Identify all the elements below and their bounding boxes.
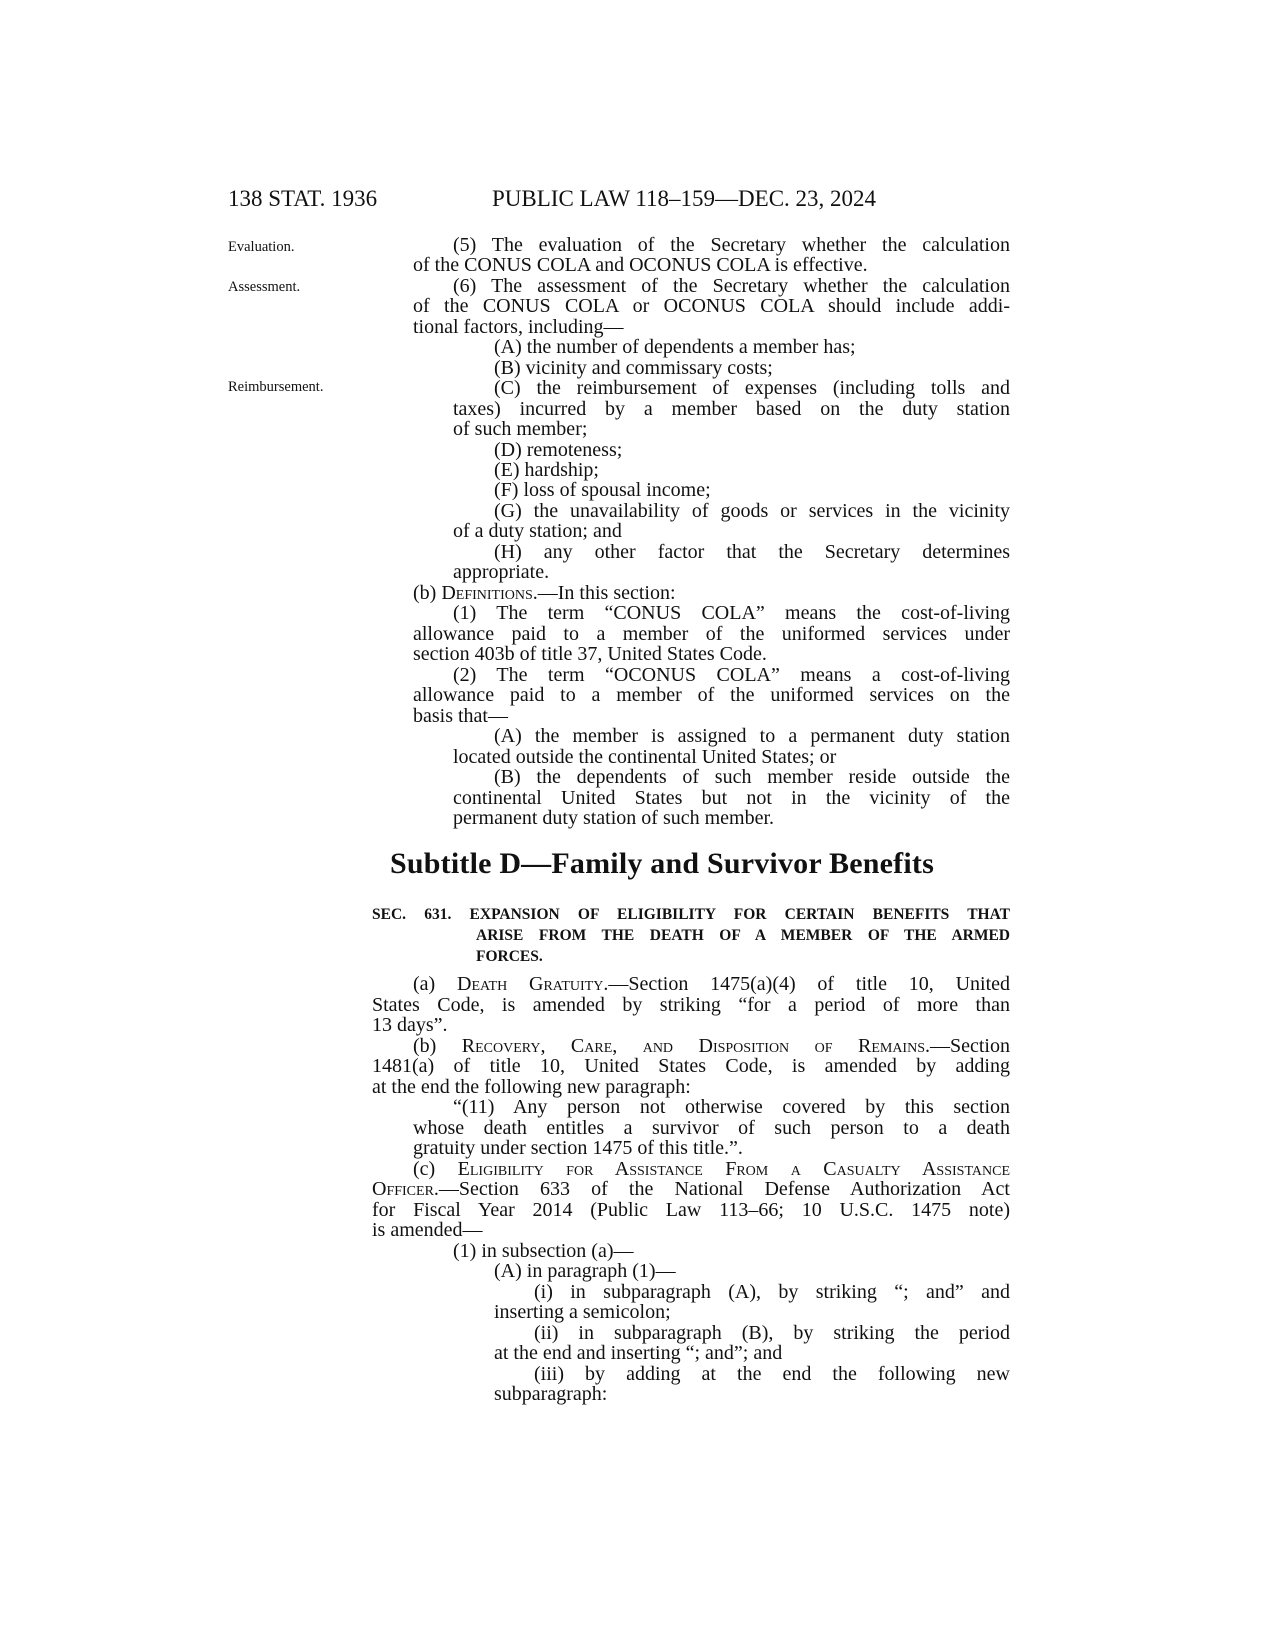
amendment-ii-line: at the end and inserting “; and”; and (494, 1342, 783, 1364)
margin-note-evaluation: Evaluation. (228, 239, 295, 255)
definition-2-line: allowance paid to a member of the uniformed services on the (413, 684, 1010, 706)
item-g-line: of a duty station; and (453, 520, 622, 542)
section-heading-line: FORCES. (476, 948, 543, 965)
para-5-line: of the CONUS COLA and OCONUS COLA is effective. (413, 254, 868, 276)
subsection-b-line: at the end the following new paragraph: (372, 1076, 691, 1098)
definitions-heading: Definitions (441, 582, 533, 604)
subsection-b-rest: .—Section (925, 1035, 1010, 1057)
definitions-prefix: (b) (413, 582, 442, 604)
subsection-a-line: 13 days”. (372, 1014, 448, 1036)
subsection-c-rest: .—Section 633 of the National Defense Authorization Act (433, 1178, 1010, 1200)
definition-2-line: basis that— (413, 705, 508, 727)
section-heading-line: ARISE FROM THE DEATH OF A MEMBER OF THE ARMED (476, 927, 1010, 944)
para-6-line: of the CONUS COLA or OCONUS COLA should include addi- (413, 295, 1010, 317)
definition-1-line: (1) The term “CONUS COLA” means the cost-of-living (453, 602, 1010, 624)
amendment-i-line: inserting a semicolon; (494, 1301, 671, 1323)
subsection-c-line (413, 1159, 1010, 1180)
definition-2b-line: (B) the dependents of such member reside outside the (494, 766, 1010, 788)
para-6-line: (6) The assessment of the Secretary whether the calculation (453, 275, 1010, 297)
subsection-c-heading-cont: Officer (372, 1178, 434, 1200)
definition-2b-line: permanent duty station of such member. (453, 807, 775, 829)
definitions-rest: .—In this section: (532, 582, 676, 604)
item-a: (A) the number of dependents a member has; (494, 336, 856, 358)
subsection-a-line (413, 974, 1010, 995)
subsection-c-heading: Eligibility for Assistance From a Casualty Assistance (457, 1158, 1010, 1180)
para-6-line: tional factors, including— (413, 316, 624, 338)
definition-1-line: allowance paid to a member of the uniformed services under (413, 623, 1010, 645)
margin-note-assessment: Assessment. (228, 279, 301, 295)
subsection-a-line: States Code, is amended by striking “for a period of more than (372, 994, 1010, 1016)
item-e: (E) hardship; (494, 459, 599, 481)
item-d: (D) remoteness; (494, 439, 623, 461)
definition-2a-line: located outside the continental United States; or (453, 746, 837, 768)
quoted-paragraph-11-line: whose death entitles a survivor of such person to a death (413, 1117, 1010, 1139)
subsection-a-rest: .—Section 1475(a)(4) of title 10, United (603, 973, 1010, 995)
amendment-iii-line: (iii) by adding at the end the following new (534, 1363, 1010, 1385)
subsection-a-prefix: (a) (413, 973, 457, 995)
definition-1-line: section 403b of title 37, United States Code. (413, 643, 767, 665)
subtitle-heading: Subtitle D—Family and Survivor Benefits (390, 847, 934, 880)
item-g-line: (G) the unavailability of goods or services in the vicinity (494, 500, 1010, 522)
subsection-b-heading: Recovery, Care, and Disposition of Remains (461, 1035, 925, 1057)
subsection-c-prefix: (c) (413, 1158, 458, 1180)
item-c-line: of such member; (453, 418, 588, 440)
subsection-c-line: for Fiscal Year 2014 (Public Law 113–66; 10 U.S.C. 1475 note) (372, 1199, 1010, 1221)
definition-2-line: (2) The term “OCONUS COLA” means a cost-of-living (453, 664, 1010, 686)
page-running-head: PUBLIC LAW 118–159—DEC. 23, 2024 (492, 186, 877, 211)
amendment-1: (1) in subsection (a)— (453, 1240, 634, 1262)
amendment-ii-line: (ii) in subparagraph (B), by striking the period (534, 1322, 1010, 1344)
section-heading-line: SEC. 631. EXPANSION OF ELIGIBILITY FOR CERTAIN BENEFITS THAT (372, 906, 1010, 923)
amendment-iii-line: subparagraph: (494, 1383, 608, 1405)
item-h-line: (H) any other factor that the Secretary determines (494, 541, 1010, 563)
subsection-c-line: is amended— (372, 1219, 483, 1241)
definitions-heading-line (413, 583, 676, 604)
page-stat-reference: 138 STAT. 1936 (228, 186, 378, 211)
item-c-line: (C) the reimbursement of expenses (including tolls and (494, 377, 1010, 399)
subsection-b-prefix: (b) (413, 1035, 462, 1057)
item-f: (F) loss of spousal income; (494, 479, 711, 501)
subsection-b-line: 1481(a) of title 10, United States Code, is amended by adding (372, 1055, 1010, 1077)
margin-note-reimbursement: Reimbursement. (228, 379, 324, 395)
para-5-line: (5) The evaluation of the Secretary whether the calculation (453, 234, 1010, 256)
subsection-a-heading: Death Gratuity (457, 973, 604, 995)
quoted-paragraph-11-line: “(11) Any person not otherwise covered by this section (453, 1096, 1010, 1118)
item-h-line: appropriate. (453, 561, 550, 583)
subsection-b-line (413, 1036, 1010, 1057)
quoted-paragraph-11-line: gratuity under section 1475 of this title.”. (413, 1137, 743, 1159)
subsection-c-line (372, 1179, 1010, 1200)
item-b: (B) vicinity and commissary costs; (494, 357, 773, 379)
amendment-1-A: (A) in paragraph (1)— (494, 1260, 676, 1282)
definition-2a-line: (A) the member is assigned to a permanent duty station (494, 725, 1010, 747)
item-c-line: taxes) incurred by a member based on the duty station (453, 398, 1010, 420)
definition-2b-line: continental United States but not in the vicinity of the (453, 787, 1010, 809)
amendment-i-line: (i) in subparagraph (A), by striking “; and” and (534, 1281, 1010, 1303)
